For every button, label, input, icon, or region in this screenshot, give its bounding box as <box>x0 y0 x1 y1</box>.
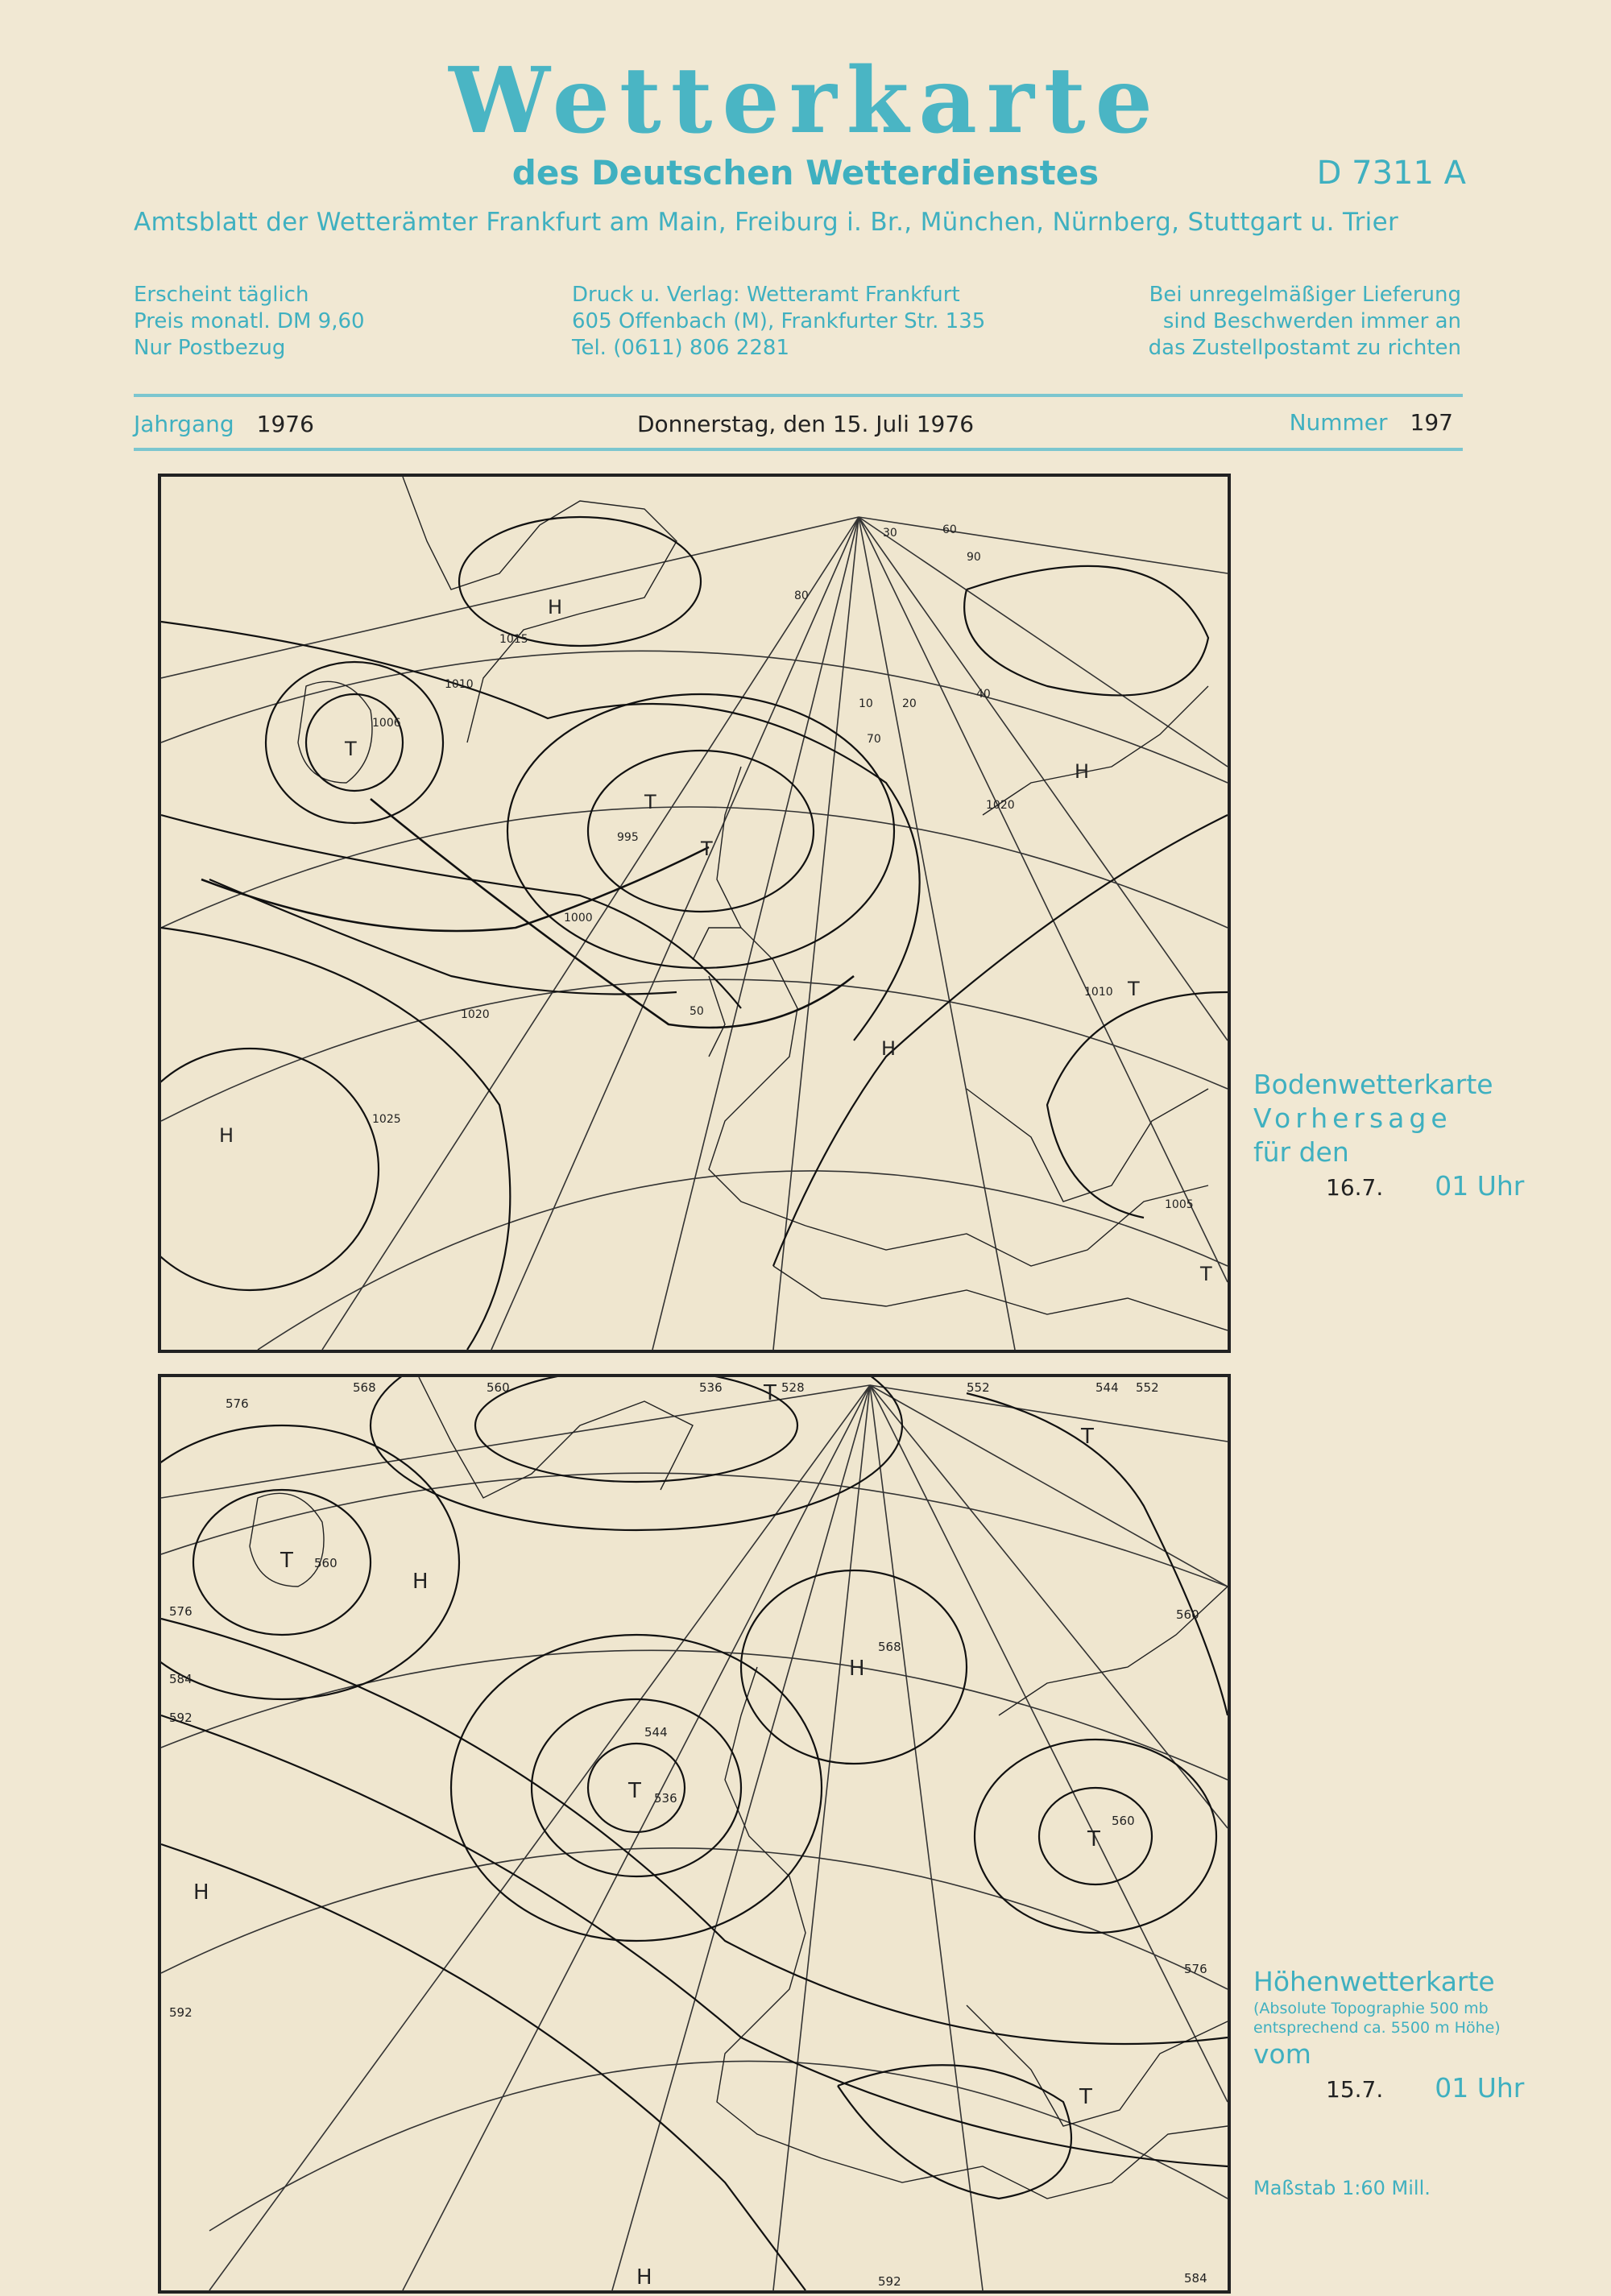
isobar-value: 1025 <box>372 1113 401 1126</box>
isobar-value: 995 <box>617 831 639 844</box>
pressure-label: H <box>193 1880 209 1905</box>
pressure-label: T <box>280 1549 293 1573</box>
pressure-label: T <box>644 791 656 813</box>
contour-value: 576 <box>1184 1962 1207 1976</box>
pressure-label: T <box>1079 2085 1092 2109</box>
pressure-label: H <box>849 1657 865 1681</box>
isobars <box>161 517 1228 1350</box>
coastlines <box>250 1377 1228 2199</box>
info-line: Bei unregelmäßiger Lieferung <box>1149 283 1461 307</box>
contour-value: 560 <box>487 1380 510 1395</box>
info-line: Erscheint täglich <box>134 283 309 307</box>
jahrgang-value: 1976 <box>256 411 314 437</box>
contour-value: 552 <box>967 1380 990 1395</box>
info-line: das Zustellpostamt zu richten <box>1148 336 1461 360</box>
isobar-value: 1005 <box>1165 1198 1194 1211</box>
isobar-value: 1015 <box>499 633 528 646</box>
isobar-value: 1006 <box>372 717 401 730</box>
issue-date: Donnerstag, den 15. Juli 1976 <box>636 411 975 437</box>
pressure-label: H <box>1075 760 1090 783</box>
graticule-value: 60 <box>942 523 957 536</box>
info-line: Druck u. Verlag: Wetteramt Frankfurt <box>572 283 960 307</box>
caption-date: 15.7. <box>1326 2076 1384 2103</box>
upper-air-map-drawing <box>161 1377 1228 2290</box>
graticule-value: 80 <box>794 590 809 602</box>
contour-value: 592 <box>169 2005 193 2020</box>
publisher-info <box>572 282 985 362</box>
contour-value: 528 <box>781 1380 805 1395</box>
pressure-label: T <box>1200 1263 1212 1285</box>
contour-value: 536 <box>699 1380 723 1395</box>
caption-time: 01 Uhr <box>1435 2072 1525 2104</box>
caption-time: 01 Uhr <box>1435 1170 1525 1202</box>
graticule-value: 40 <box>976 688 991 701</box>
graticule-value: 50 <box>690 1005 704 1018</box>
map-scale: Maßstab 1:60 Mill. <box>1253 2177 1431 2199</box>
header-rule-top <box>134 394 1463 397</box>
caption-date: 16.7. <box>1326 1174 1384 1201</box>
delivery-info <box>1149 282 1461 362</box>
upper-air-map-caption <box>1253 1965 1524 2107</box>
isobar-value: 1010 <box>1084 986 1113 999</box>
fronts <box>201 799 854 1028</box>
pressure-label: T <box>1081 1425 1094 1449</box>
contour-value: 592 <box>878 2274 901 2289</box>
amtsblatt-line: Amtsblatt der Wetterämter Frankfurt am Main, Freiburg i. Br., München, Nürnberg, Stuttgart u. Trier <box>134 208 1398 237</box>
pressure-label: H <box>548 596 563 618</box>
isobar-value: 1010 <box>445 678 474 691</box>
surface-map-caption <box>1253 1068 1524 1205</box>
pressure-label: H <box>636 2265 652 2290</box>
caption-forecast: Vorhersage <box>1253 1102 1452 1134</box>
contour-value: 584 <box>1184 2271 1207 2286</box>
pressure-label: H <box>881 1037 897 1060</box>
caption-for: für den <box>1253 1136 1349 1168</box>
info-line: Preis monatl. DM 9,60 <box>134 309 365 333</box>
pressure-label: H <box>219 1124 234 1147</box>
graticule-value: 10 <box>859 697 873 710</box>
document-number: D 7311 A <box>1316 155 1466 192</box>
graticule-value: 70 <box>867 733 881 746</box>
contour-value: 544 <box>1095 1380 1119 1395</box>
caption-title: Bodenwetterkarte <box>1253 1069 1493 1100</box>
contour-value: 552 <box>1136 1380 1159 1395</box>
info-line: 605 Offenbach (M), Frankfurter Str. 135 <box>572 309 986 333</box>
nummer-label: Nummer <box>1289 409 1388 436</box>
surface-map-drawing <box>161 477 1228 1350</box>
newspaper-title: Wetterkarte <box>449 48 1162 154</box>
contour-value: 560 <box>1176 1607 1199 1622</box>
info-line: sind Beschwerden immer an <box>1162 309 1461 333</box>
isobar-value: 1020 <box>461 1008 490 1021</box>
graticule-value: 30 <box>883 527 897 540</box>
map-labels <box>219 523 1212 1285</box>
graticule-value: 20 <box>902 697 917 710</box>
pressure-label: H <box>412 1570 429 1594</box>
contour-value: 568 <box>878 1640 901 1654</box>
caption-subtitle: entsprechend ca. 5500 m Höhe) <box>1253 2019 1501 2037</box>
contour-value: 576 <box>169 1604 193 1619</box>
info-line: Nur Postbezug <box>134 336 286 360</box>
pressure-label: T <box>764 1381 777 1405</box>
contour-value: 576 <box>226 1396 249 1411</box>
publication-info <box>134 282 365 362</box>
upper-air-map <box>158 1374 1231 2294</box>
jahrgang-label: Jahrgang <box>134 411 234 437</box>
nummer-value: 197 <box>1410 409 1453 436</box>
issue-number <box>1290 409 1453 436</box>
contour-value: 544 <box>644 1725 668 1740</box>
graticule-value: 90 <box>967 551 981 564</box>
header-rule-bottom <box>134 448 1463 451</box>
contour-value: 536 <box>654 1791 677 1806</box>
contour-value: 560 <box>314 1556 338 1570</box>
contour-value: 584 <box>169 1672 193 1686</box>
contour-value: 592 <box>169 1711 193 1725</box>
graticule <box>161 517 1228 1350</box>
contour-lines <box>161 1377 1228 2290</box>
surface-weather-map <box>158 474 1231 1353</box>
isobar-value: 1020 <box>986 799 1015 812</box>
pressure-label: T <box>345 738 357 760</box>
contour-value: 568 <box>353 1380 376 1395</box>
pressure-label: T <box>701 838 713 860</box>
caption-title: Höhenwetterkarte <box>1253 1966 1495 1997</box>
pressure-label: T <box>1087 1827 1100 1851</box>
isobar-value: 1000 <box>564 912 593 925</box>
caption-from: vom <box>1253 2038 1311 2070</box>
newspaper-subtitle: des Deutschen Wetterdienstes <box>511 153 1100 192</box>
contour-value: 560 <box>1112 1814 1135 1828</box>
pressure-label: T <box>1128 978 1140 1000</box>
caption-subtitle: (Absolute Topographie 500 mb <box>1253 2000 1489 2017</box>
info-line: Tel. (0611) 806 2281 <box>572 336 789 360</box>
pressure-label: T <box>628 1779 641 1803</box>
map-labels <box>169 1380 1207 2290</box>
